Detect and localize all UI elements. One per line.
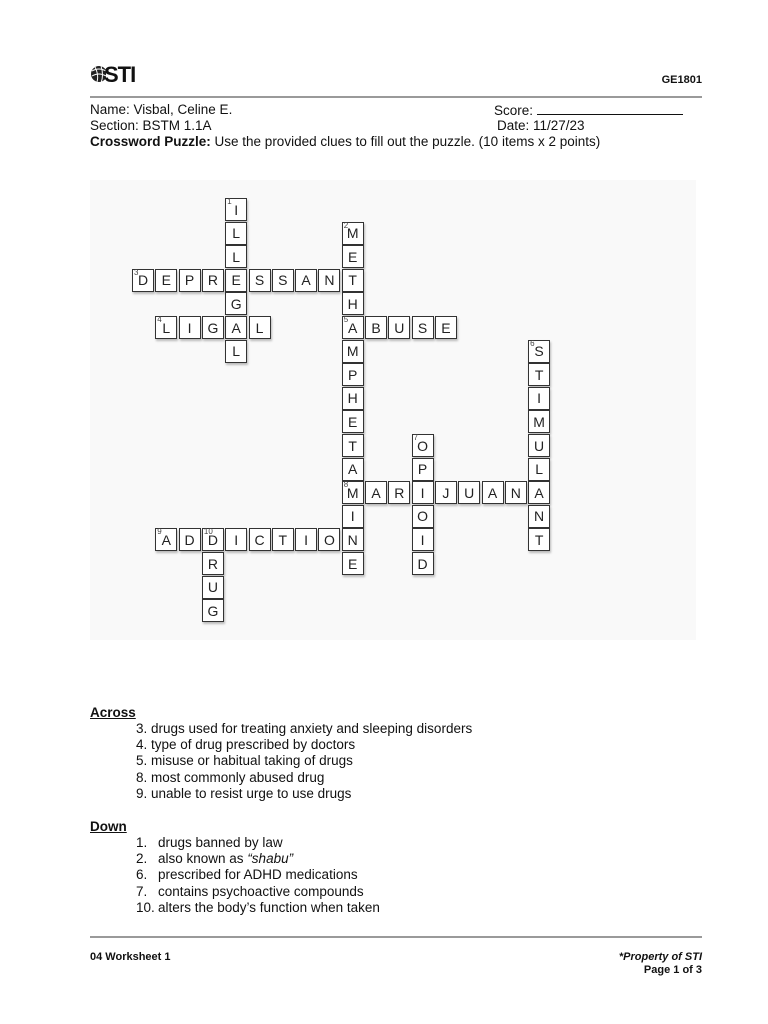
cell-letter: L — [232, 248, 241, 265]
logo-text: STI — [104, 62, 136, 87]
crossword-cell — [528, 410, 550, 433]
crossword-cell — [365, 316, 387, 339]
crossword-cell — [342, 410, 364, 433]
crossword-cell — [179, 316, 201, 339]
cell-letter: S — [254, 272, 265, 289]
cell-letter: P — [348, 366, 358, 383]
crossword-cell — [202, 528, 224, 551]
crossword-cell — [318, 528, 340, 551]
cell-letter: M — [346, 343, 359, 360]
crossword-cell — [225, 316, 247, 339]
crossword-cell — [225, 198, 247, 221]
cell-letter: J — [442, 484, 450, 501]
date-line: Date: 11/27/23 — [497, 118, 585, 133]
crossword-cell — [342, 222, 364, 245]
crossword-cell — [272, 528, 294, 551]
crossword-cell — [528, 434, 550, 457]
cell-letter: T — [534, 531, 544, 548]
across-heading: Across — [90, 705, 136, 720]
crossword-cell — [272, 269, 294, 292]
crossword-cell — [155, 269, 177, 292]
crossword-cell — [295, 269, 317, 292]
cell-letter: T — [278, 531, 288, 548]
cell-letter: G — [207, 319, 219, 336]
cell-letter: I — [304, 531, 309, 548]
cell-letter: T — [348, 272, 357, 289]
cell-letter: O — [323, 531, 335, 548]
cell-letter: U — [534, 437, 545, 454]
cell-letter: C — [254, 531, 265, 548]
crossword-cell — [388, 316, 410, 339]
cell-letter: A — [371, 484, 381, 501]
cell-letter: B — [371, 319, 381, 336]
down-clue: 7. contains psychoactive compounds — [136, 883, 364, 899]
across-clue: 3. drugs used for treating anxiety and sleeping disorders — [136, 721, 473, 736]
cell-letter: N — [347, 531, 358, 548]
across-clue: 9. unable to resist urge to use drugs — [136, 785, 352, 801]
cell-letter: N — [534, 508, 545, 525]
down-clue: 2. also known as “shabu” — [136, 851, 294, 867]
down-clues — [136, 835, 380, 916]
crossword-cell — [342, 340, 364, 363]
cell-letter: I — [350, 508, 355, 525]
cell-letter: S — [534, 343, 544, 360]
cell-letter: U — [464, 484, 475, 501]
crossword-cell — [505, 481, 527, 504]
cell-letter: E — [348, 555, 358, 572]
crossword-cell — [202, 269, 224, 292]
cell-letter: A — [301, 272, 311, 289]
clue-number: 1 — [227, 197, 232, 206]
cell-letter: P — [417, 461, 428, 478]
cell-letter: R — [207, 555, 218, 572]
crossword-cell — [155, 316, 177, 339]
crossword-cell — [458, 481, 480, 504]
footer-property: *Property of STI — [618, 951, 702, 963]
crossword-cell — [202, 552, 224, 575]
name-line: Name: Visbal, Celine E. — [90, 102, 233, 117]
clue-number: 10 — [203, 527, 213, 537]
crossword-cell — [528, 505, 550, 528]
crossword-cell — [179, 528, 201, 551]
instruction-title: Crossword Puzzle: — [90, 134, 211, 149]
across-clue: 5. misuse or habitual taking of drugs — [136, 753, 353, 769]
cell-letter: E — [231, 272, 241, 289]
cell-letter: D — [137, 272, 149, 289]
crossword-cell — [202, 576, 224, 599]
crossword-cell — [225, 222, 247, 245]
cell-letter: S — [278, 272, 288, 289]
crossword-cell — [412, 434, 434, 457]
footer-divider — [90, 936, 702, 938]
across-clue: 4. type of drug prescribed by doctors — [136, 737, 356, 753]
crossword-cell — [225, 528, 247, 551]
crossword-cell — [342, 528, 364, 551]
clue-number: 8 — [343, 480, 349, 490]
clue-number: 7 — [413, 433, 419, 442]
crossword-cell — [249, 269, 271, 292]
crossword-cell — [342, 292, 364, 315]
cell-letter: E — [348, 413, 358, 430]
crossword-cell — [528, 363, 550, 386]
cell-letter: U — [394, 319, 405, 336]
cell-letter: A — [348, 319, 358, 336]
down-heading: Down — [90, 819, 127, 834]
score-label: Score: — [494, 103, 534, 118]
crossword-cell — [412, 505, 434, 528]
crossword-cell — [412, 481, 434, 504]
cell-letter: T — [348, 437, 357, 454]
cell-letter: L — [232, 343, 241, 360]
crossword-cell — [132, 269, 154, 292]
crossword-cell — [225, 269, 247, 292]
crossword-cell — [342, 505, 364, 528]
crossword-cell — [342, 316, 364, 339]
cell-letter: P — [184, 272, 195, 289]
crossword-cell — [412, 316, 434, 339]
crossword-cell — [202, 599, 224, 622]
cell-letter: M — [346, 484, 359, 501]
cell-letter: G — [230, 295, 242, 312]
cell-letter: I — [537, 390, 542, 407]
cell-letter: I — [420, 531, 425, 548]
cell-letter: M — [346, 225, 359, 242]
crossword-cell — [388, 481, 410, 504]
cell-letter: A — [231, 319, 241, 336]
cell-letter: L — [232, 225, 241, 242]
cell-letter: I — [187, 319, 192, 336]
cell-letter: N — [510, 484, 521, 501]
crossword-cell — [342, 434, 364, 457]
across-clues — [136, 721, 472, 802]
crossword-cell — [342, 363, 364, 386]
cell-letter: D — [207, 531, 218, 548]
cell-letter: I — [234, 201, 239, 218]
crossword-cell — [412, 552, 434, 575]
crossword-cell — [435, 316, 457, 339]
clue-number: 9 — [157, 527, 162, 537]
crossword-cell — [528, 528, 550, 551]
cell-letter: R — [207, 272, 218, 289]
cell-letter: O — [417, 508, 429, 525]
down-clue: 1. drugs banned by law — [136, 835, 283, 850]
cell-letter: E — [441, 319, 451, 336]
crossword-cell — [365, 481, 387, 504]
crossword-cell — [179, 269, 201, 292]
cell-letter: N — [324, 272, 335, 289]
crossword-cell — [528, 481, 550, 504]
cell-letter: L — [255, 319, 264, 336]
cell-letter: O — [417, 437, 429, 454]
crossword-cell — [528, 387, 550, 410]
cell-letter: H — [347, 390, 358, 407]
cell-letter: I — [420, 484, 425, 501]
cell-letter: A — [534, 484, 544, 501]
crossword-cell — [342, 481, 364, 504]
clue-number: 6 — [530, 338, 535, 348]
crossword-cell — [249, 316, 271, 339]
document-code: GE1801 — [661, 74, 702, 86]
cell-letter: D — [184, 531, 195, 548]
crossword-cell — [435, 481, 457, 504]
cell-letter: A — [161, 531, 171, 548]
crossword-cell — [318, 269, 340, 292]
crossword-cell — [412, 458, 434, 481]
crossword-cell — [412, 528, 434, 551]
cell-letter: D — [417, 555, 428, 572]
crossword-cell — [482, 481, 504, 504]
section-line: Section: BSTM 1.1A — [90, 118, 212, 133]
crossword-cell — [528, 458, 550, 481]
cell-letter: E — [161, 272, 171, 289]
cell-letter: S — [417, 319, 428, 336]
cell-letter: R — [394, 484, 405, 501]
footer-left: 04 Worksheet 1 — [90, 951, 171, 963]
crossword-cell — [528, 340, 550, 363]
crossword-cell — [342, 552, 364, 575]
across-clue: 8. most commonly abused drug — [136, 769, 325, 785]
cell-letter: I — [234, 531, 239, 548]
crossword-cell — [342, 269, 364, 292]
clue-number: 4 — [157, 315, 162, 324]
footer-page: Page 1 of 3 — [643, 964, 702, 976]
cell-letter: H — [347, 295, 358, 312]
crossword-cell — [225, 340, 247, 363]
down-clue: 10. alters the body’s function when taken — [136, 899, 380, 915]
cell-letter: A — [487, 484, 498, 501]
cell-letter: U — [207, 579, 218, 596]
cell-letter: G — [207, 602, 219, 619]
cell-letter: L — [535, 461, 543, 478]
crossword-cell — [342, 458, 364, 481]
crossword-cell — [342, 245, 364, 268]
cell-letter: T — [534, 366, 544, 383]
cell-letter: M — [533, 413, 545, 430]
crossword-cell — [225, 292, 247, 315]
clue-number: 2 — [343, 220, 349, 230]
cell-letter: A — [348, 461, 358, 478]
clue-number: 5 — [343, 315, 349, 324]
crossword-cell — [342, 387, 364, 410]
down-clue: 6. prescribed for ADHD medications — [136, 867, 358, 883]
cell-letter: E — [348, 248, 358, 265]
crossword-cell — [202, 316, 224, 339]
crossword-cell — [225, 245, 247, 268]
crossword-cell — [295, 528, 317, 551]
crossword-cell — [155, 528, 177, 551]
clue-number: 3 — [134, 267, 139, 277]
cell-letter: L — [162, 319, 171, 336]
crossword-cell — [249, 528, 271, 551]
instruction-text: Use the provided clues to fill out the puzzle. (10 items x 2 points) — [210, 134, 601, 149]
